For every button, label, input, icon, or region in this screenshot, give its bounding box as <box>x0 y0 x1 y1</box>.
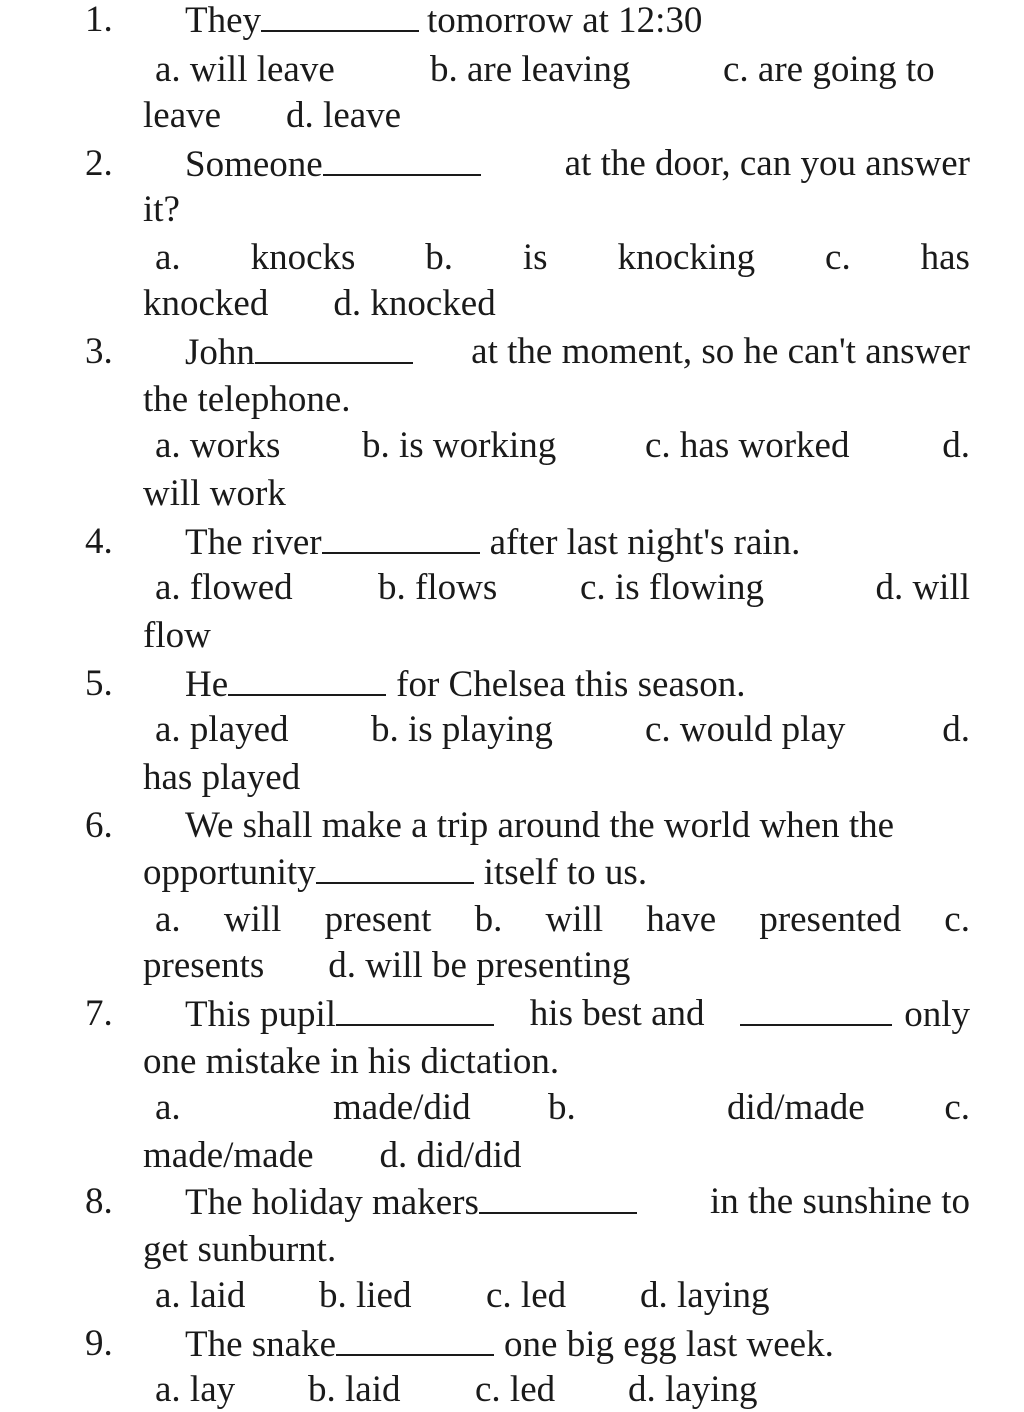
option-d-cont[interactable]: will work <box>143 473 286 514</box>
option-c-cont[interactable]: knocked <box>143 283 269 324</box>
option-d-label[interactable]: d. <box>942 709 970 750</box>
question-2-options-cont <box>143 284 496 324</box>
question-7-stem-cont: one mistake in his dictation. <box>143 1041 560 1082</box>
question-8-stem-cont: get sunburnt. <box>143 1229 337 1270</box>
question-9-number: 9. <box>85 1323 113 1364</box>
question-3-number: 3. <box>85 331 113 372</box>
option-a[interactable]: a. will leave <box>155 49 335 90</box>
option-c-cont[interactable]: leave <box>143 95 222 136</box>
question-6-number: 6. <box>85 805 113 846</box>
question-2-number: 2. <box>85 143 113 184</box>
stem-text: John <box>185 332 255 373</box>
stem-text: in the sunshine to <box>709 1181 970 1222</box>
option-b[interactable]: b. lied <box>319 1275 412 1316</box>
question-5-number: 5. <box>85 663 113 704</box>
stem-text: The holiday makers <box>185 1182 479 1223</box>
question-4-options-cont <box>143 616 211 656</box>
question-8-stem <box>185 1182 970 1222</box>
option-b-label[interactable]: b. <box>425 237 454 278</box>
stem-text: The river <box>185 522 322 563</box>
option-a-text[interactable]: knocks <box>250 237 356 278</box>
question-4-stem <box>185 522 800 562</box>
answer-blank[interactable] <box>228 664 386 696</box>
option-c-cont[interactable]: presents <box>143 945 265 986</box>
stem-text: He <box>185 664 229 705</box>
question-6-stem <box>185 806 894 846</box>
option-a[interactable]: a. works <box>155 425 281 466</box>
question-1-number: 1. <box>85 0 113 40</box>
question-1-stem <box>185 0 702 40</box>
option-d-cont[interactable]: flow <box>143 615 211 656</box>
option-a-text[interactable]: present <box>324 899 432 940</box>
option-c[interactable]: c. led <box>475 1369 556 1410</box>
stem-text: for Chelsea this season. <box>396 664 746 705</box>
stem-text: only <box>904 994 970 1035</box>
stem-text: his best and <box>529 993 705 1034</box>
option-a-label[interactable]: a. <box>155 1087 181 1128</box>
answer-blank[interactable] <box>336 994 494 1026</box>
option-b-label[interactable]: b. <box>548 1087 576 1128</box>
option-d-cont[interactable]: has played <box>143 757 301 798</box>
option-d[interactable]: d. did/did <box>379 1135 522 1176</box>
answer-blank[interactable] <box>322 522 480 554</box>
question-5-options-cont <box>143 758 300 798</box>
question-3-stem <box>185 332 970 372</box>
question-9-options <box>155 1370 970 1410</box>
question-2-stem-cont: it? <box>143 189 180 230</box>
answer-blank[interactable] <box>255 332 413 364</box>
answer-blank[interactable] <box>479 1182 637 1214</box>
option-a[interactable]: a. flowed <box>155 567 293 608</box>
option-b-text[interactable]: have <box>646 899 717 940</box>
option-b[interactable]: b. flows <box>378 567 498 608</box>
question-3-options <box>155 426 970 466</box>
stem-text: opportunity <box>143 852 316 893</box>
option-d[interactable]: d. will be presenting <box>328 945 631 986</box>
option-a-label[interactable]: a. <box>155 899 181 940</box>
option-c-label[interactable]: c. <box>944 899 970 940</box>
option-c-cont[interactable]: made/made <box>143 1135 314 1176</box>
option-c[interactable]: c. led <box>486 1275 567 1316</box>
stem-text: at the door, can you answer <box>564 143 970 184</box>
question-6-options <box>155 900 970 940</box>
option-b-text[interactable]: knocking <box>617 237 756 278</box>
question-6-stem-cont <box>143 852 647 892</box>
question-7-number: 7. <box>85 993 113 1034</box>
option-d-label[interactable]: d. <box>942 425 970 466</box>
option-a[interactable]: a. played <box>155 709 289 750</box>
option-c[interactable]: c. is flowing <box>580 567 764 608</box>
option-a[interactable]: a. laid <box>155 1275 246 1316</box>
answer-blank[interactable] <box>261 0 419 32</box>
question-3-options-cont <box>143 474 286 514</box>
option-b[interactable]: b. are leaving <box>430 49 631 90</box>
question-6-options-cont <box>143 946 630 986</box>
question-1-options-cont <box>143 96 401 136</box>
answer-blank[interactable] <box>336 1324 494 1356</box>
question-7-options <box>155 1088 970 1128</box>
option-d[interactable]: d. knocked <box>333 283 496 324</box>
option-a[interactable]: a. lay <box>155 1369 236 1410</box>
option-b-label[interactable]: b. <box>474 899 503 940</box>
option-b-text[interactable]: is <box>522 237 548 278</box>
question-8-options <box>155 1276 970 1316</box>
stem-text: one big egg last week. <box>504 1324 834 1365</box>
question-7-stem <box>185 994 970 1034</box>
question-7-options-cont <box>143 1136 521 1176</box>
option-c[interactable]: c. are going to <box>723 49 935 90</box>
question-8-number: 8. <box>85 1181 113 1222</box>
stem-text: itself to us. <box>483 852 648 893</box>
option-a-text[interactable]: will <box>223 899 282 940</box>
option-c[interactable]: c. has worked <box>645 425 850 466</box>
stem-text: We shall make a trip around the world when the <box>185 805 895 846</box>
question-5-options <box>155 710 970 750</box>
answer-blank[interactable] <box>740 994 892 1026</box>
option-c-label[interactable]: c. <box>825 237 851 278</box>
answer-blank[interactable] <box>316 852 474 884</box>
question-2-stem <box>185 144 970 184</box>
question-1-options <box>155 50 970 90</box>
answer-blank[interactable] <box>323 144 481 176</box>
option-b[interactable]: b. is playing <box>371 709 553 750</box>
stem-text: This pupil <box>185 994 337 1035</box>
option-b-text[interactable]: presented <box>759 899 902 940</box>
stem-text: tomorrow at 12:30 <box>427 0 703 41</box>
option-a-label[interactable]: a. <box>155 237 181 278</box>
option-c-label[interactable]: c. <box>944 1087 970 1128</box>
stem-text: They <box>185 0 262 41</box>
stem-text: after last night's rain. <box>489 522 801 563</box>
option-b-text[interactable]: will <box>545 899 604 940</box>
question-2-options <box>155 238 970 278</box>
question-3-stem-cont: the telephone. <box>143 379 351 420</box>
option-b-text[interactable]: did/made <box>727 1087 865 1128</box>
option-d[interactable]: d. leave <box>286 95 402 136</box>
question-4-number: 4. <box>85 521 113 562</box>
question-9-stem <box>185 1324 834 1364</box>
option-d-label[interactable]: d. will <box>875 567 970 608</box>
option-c-text[interactable]: has <box>920 237 970 278</box>
question-4-options <box>155 568 970 608</box>
option-c[interactable]: c. would play <box>645 709 846 750</box>
option-b[interactable]: b. laid <box>308 1369 401 1410</box>
stem-text: at the moment, so he can't answer <box>471 331 970 372</box>
option-b[interactable]: b. is working <box>362 425 557 466</box>
option-d[interactable]: d. laying <box>640 1275 770 1316</box>
question-5-stem <box>185 664 746 704</box>
option-d[interactable]: d. laying <box>628 1369 758 1410</box>
option-a-text[interactable]: made/did <box>333 1087 471 1128</box>
stem-text: The snake <box>185 1324 337 1365</box>
stem-text: Someone <box>185 144 323 185</box>
